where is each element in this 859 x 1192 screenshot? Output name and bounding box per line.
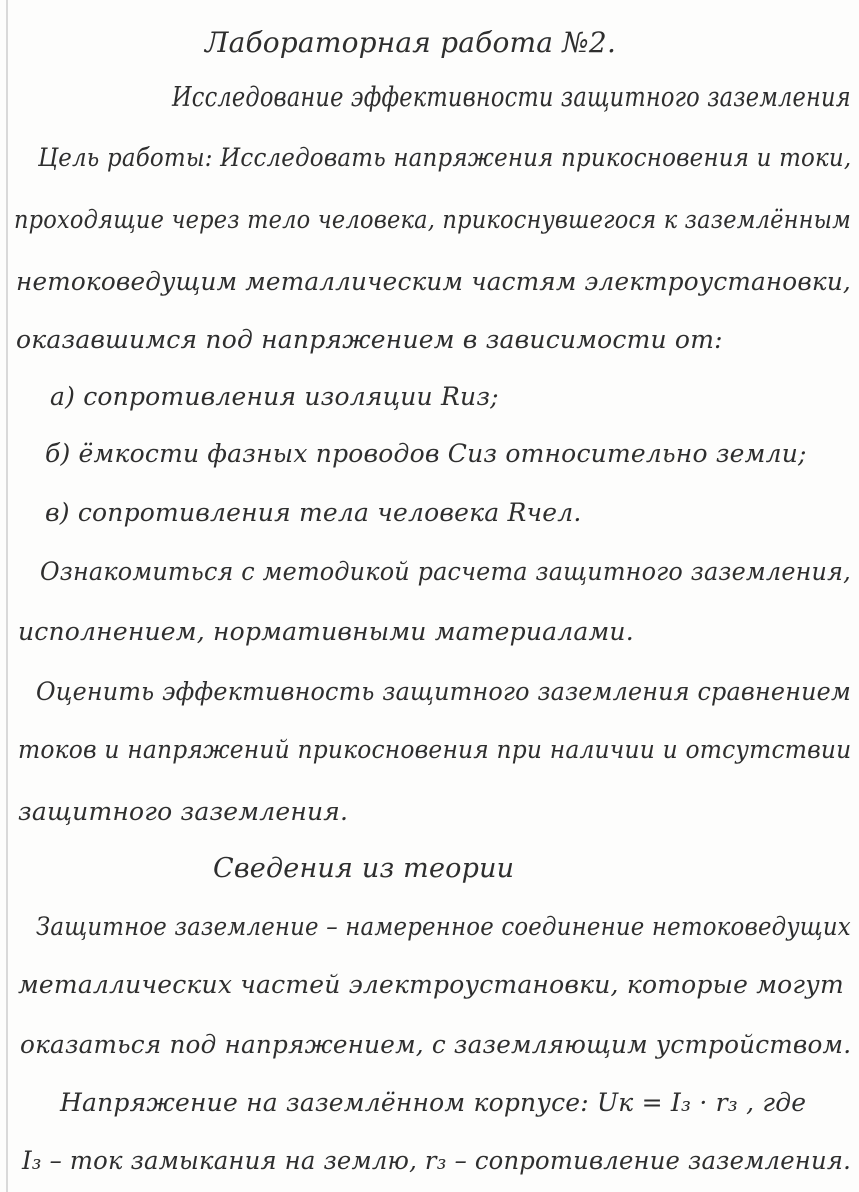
purpose-line: исполнением, нормативными материалами. bbox=[18, 617, 634, 646]
purpose-line: оказавшимся под напряжением в зависимости от: bbox=[16, 325, 723, 354]
theory-heading: Сведения из теории bbox=[213, 853, 515, 884]
purpose-line: нетоковедущим металлическим частям электроустановки, bbox=[16, 267, 851, 296]
page-margin-line bbox=[6, 0, 8, 1192]
purpose-line: Цель работы: Исследовать напряжения прикосновения и токи, bbox=[38, 143, 852, 172]
purpose-line: проходящие через тело человека, прикоснувшегося к заземлённым bbox=[14, 205, 852, 234]
theory-line: оказаться под напряжением, с заземляющим устройством. bbox=[20, 1030, 852, 1059]
purpose-line: защитного заземления. bbox=[18, 797, 349, 826]
purpose-line: токов и напряжений прикосновения при наличии и отсутствии bbox=[18, 735, 852, 764]
theory-line: I₃ – ток замыкания на землю, r₃ – сопротивление заземления. bbox=[22, 1146, 852, 1175]
purpose-list-item: в) сопротивления тела человека Rчел. bbox=[45, 498, 582, 527]
document-title: Лабораторная работа №2. bbox=[205, 26, 617, 59]
theory-line: металлических частей электроустановки, которые могут bbox=[18, 970, 844, 999]
purpose-line: Ознакомиться с методикой расчета защитного заземления, bbox=[40, 557, 851, 586]
document-subtitle: Исследование эффективности защитного заземления bbox=[172, 82, 851, 113]
purpose-line: Оценить эффективность защитного заземления сравнением bbox=[36, 677, 851, 706]
theory-line: Защитное заземление – намеренное соединение нетоковедущих bbox=[36, 912, 851, 941]
theory-line: Напряжение на заземлённом корпусе: Uк = I₃ · r₃ , где bbox=[60, 1088, 807, 1117]
purpose-list-item: а) сопротивления изоляции Rиз; bbox=[50, 382, 499, 411]
purpose-list-item: б) ёмкости фазных проводов Сиз относительно земли; bbox=[45, 439, 807, 468]
